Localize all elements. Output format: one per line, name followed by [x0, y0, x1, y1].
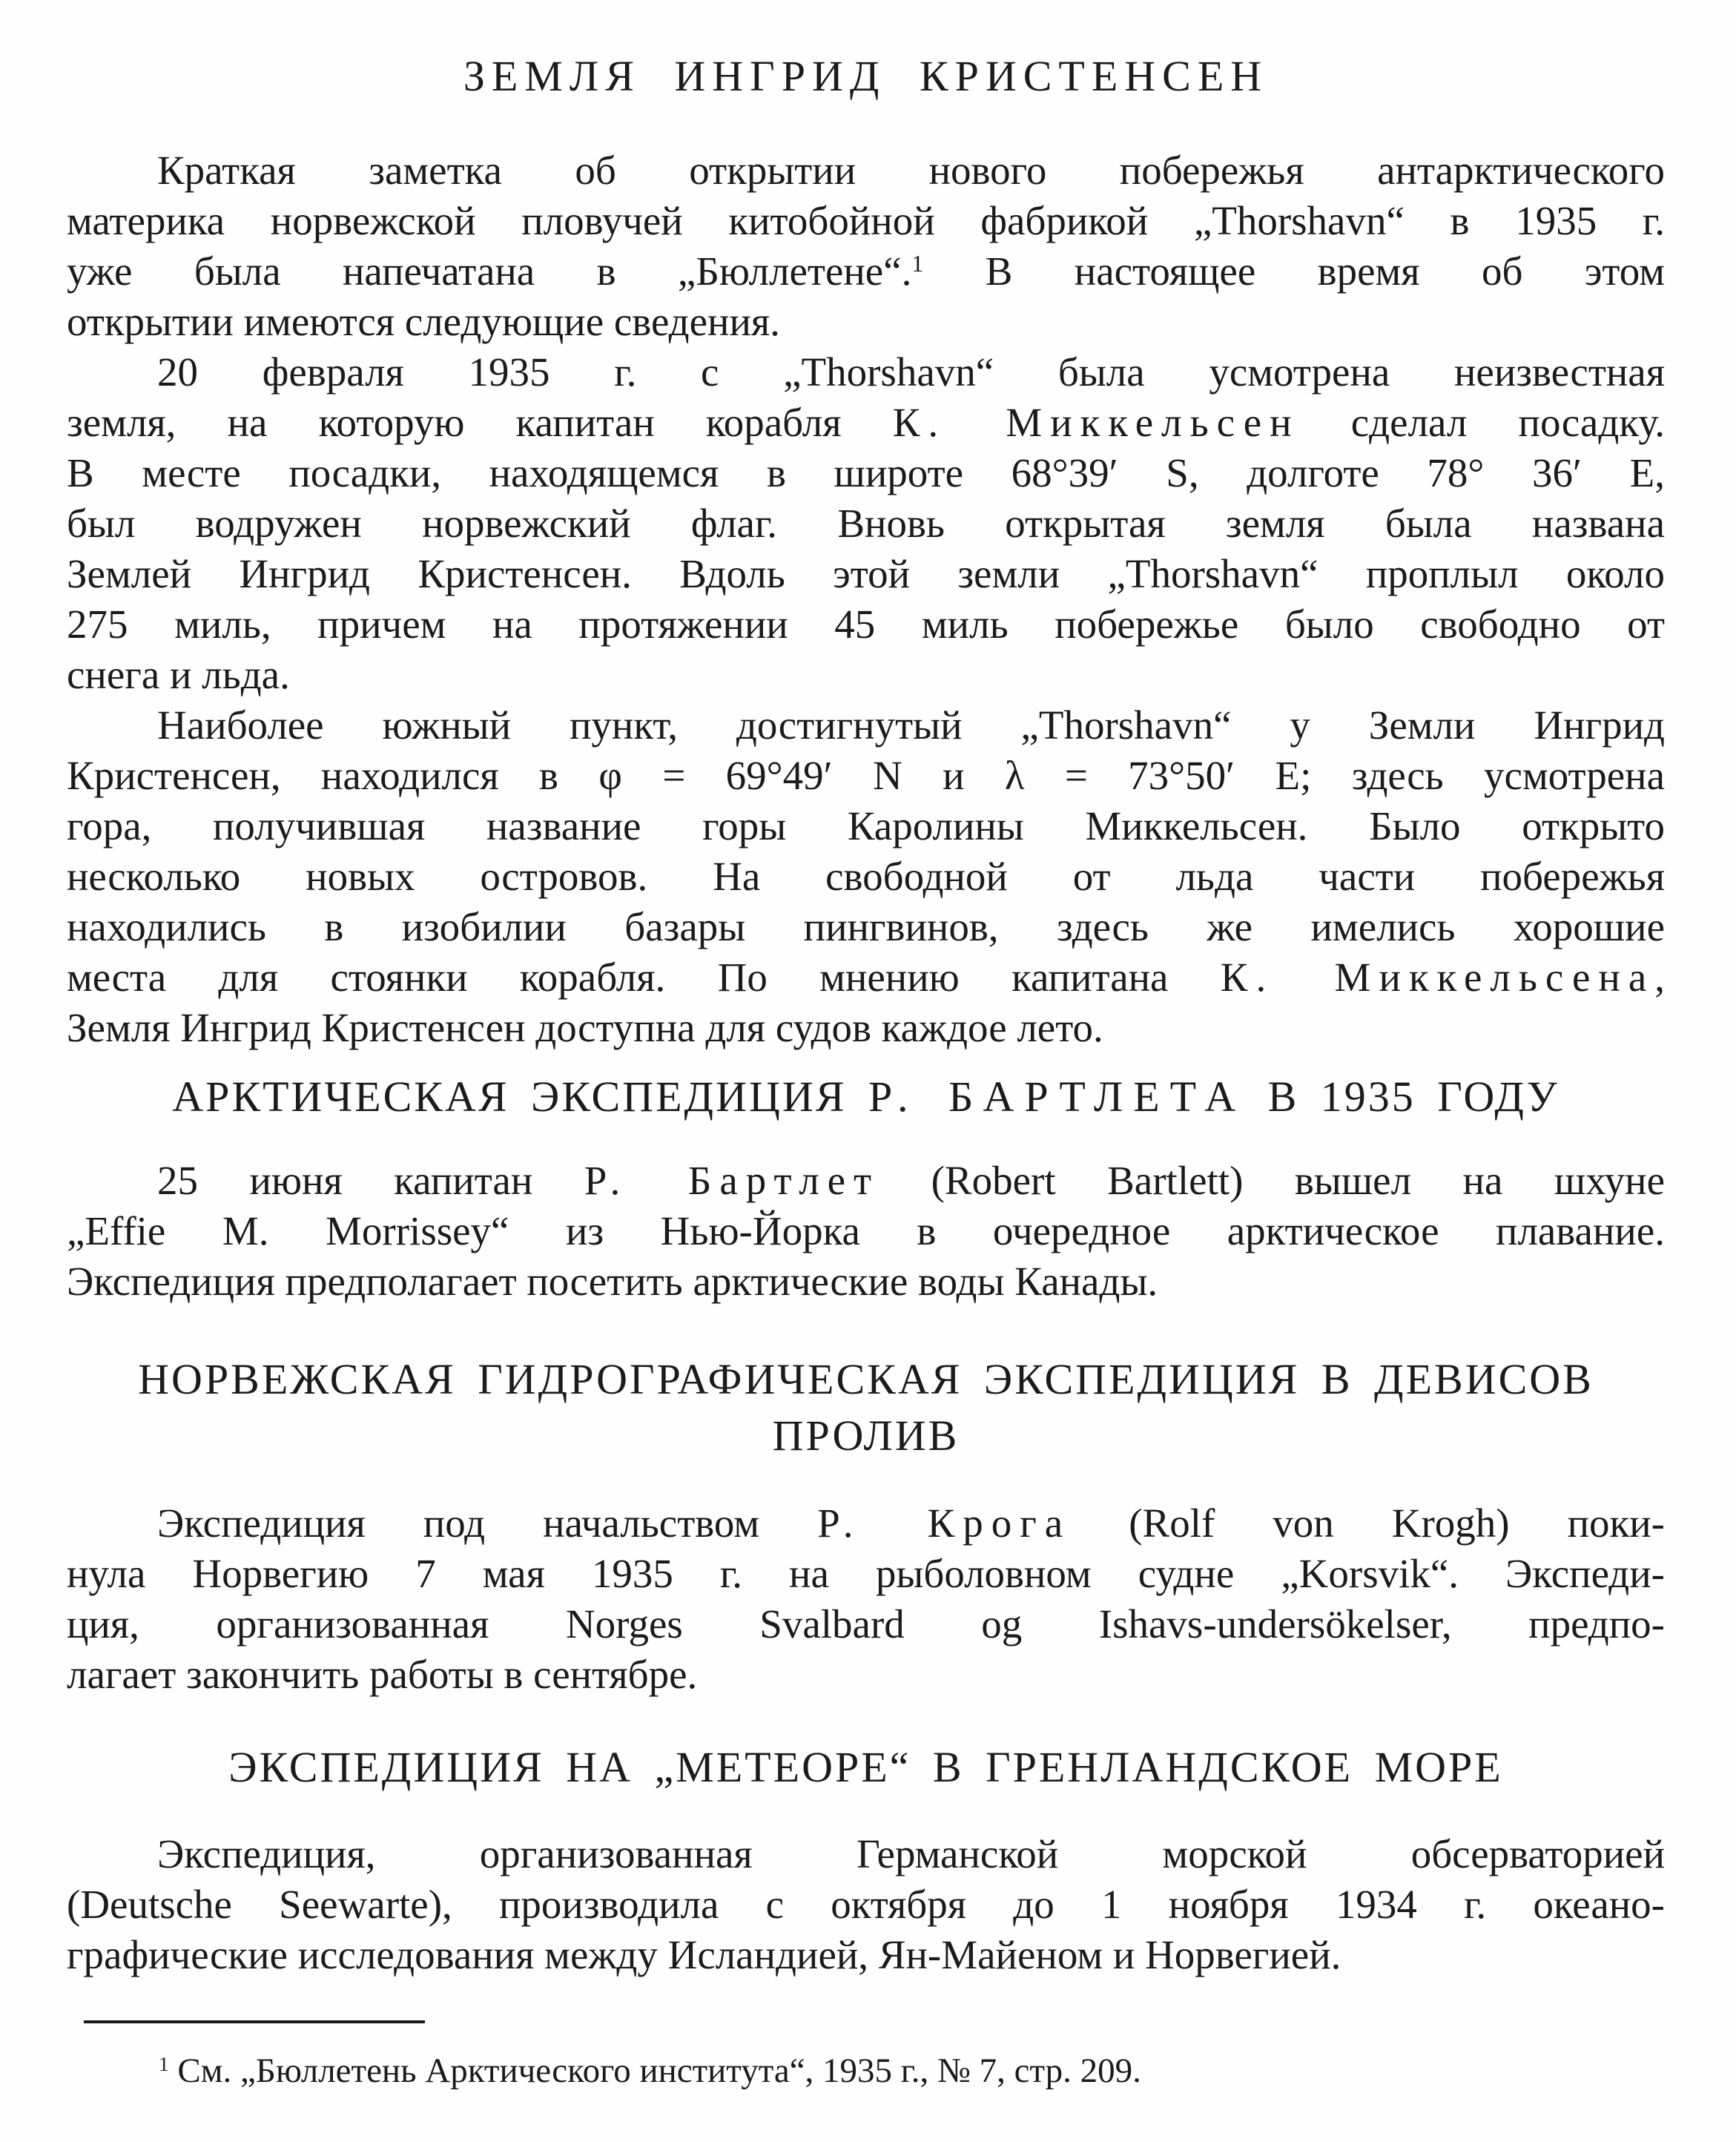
text-segment: места для стоянки корабля. По мнению капитана	[67, 955, 1221, 1000]
text-line: находились в изобилии базары пингвинов, здесь же имелись хорошие	[67, 904, 1665, 949]
text-line: 275 миль, причем на протяжении 45 миль побережье было свободно от	[67, 602, 1665, 647]
heading-line: ПРОЛИВ	[772, 1411, 960, 1460]
heading-line: НОРВЕЖСКАЯ ГИДРОГРАФИЧЕСКАЯ ЭКСПЕДИЦИЯ В ДЕВИСОВ	[138, 1355, 1594, 1403]
heading-segment: АРКТИЧЕСКАЯ ЭКСПЕДИЦИЯ	[172, 1072, 868, 1121]
article-title-ingrid-christensen-land: ЗЕМЛЯ ИНГРИД КРИСТЕНСЕН	[463, 52, 1269, 100]
paragraph-6	[67, 1829, 1665, 1980]
person-name-bartlett: Р. Бартлет	[584, 1158, 880, 1203]
text-segment: (Robert Bartlett) вышел на шхуне	[879, 1158, 1665, 1203]
text-line	[67, 1156, 1665, 1206]
text-line: В месте посадки, находящемся в широте 68°39′ S, долготе 78° 36′ E,	[67, 450, 1665, 495]
footnote-separator	[84, 2020, 425, 2023]
text-line	[67, 952, 1665, 1003]
paragraph-3	[67, 700, 1665, 1053]
text-line: графические исследования между Исландией, Ян-Майеном и Норвегией.	[67, 1932, 1341, 1977]
text-line: нула Норвегию 7 мая 1935 г. на рыболовном судне „Korsvik“. Экспеди-	[67, 1551, 1665, 1596]
paragraph-4	[67, 1156, 1665, 1307]
footnote-marker: 1	[159, 2053, 169, 2076]
text-line: Экспедиция, организованная Германской морской обсерваторией	[157, 1831, 1665, 1876]
text-line: снега и льда.	[67, 652, 290, 697]
text-line: 20 февраля 1935 г. с „Thorshavn“ была усмотрена неизвестная	[157, 349, 1665, 395]
text-segment: Экспедиция под начальством	[157, 1500, 818, 1546]
text-segment: В настоящее время об этом	[923, 248, 1666, 294]
text-line: ция, организованная Norges Svalbard og Ishavs-undersökelser, предпо-	[67, 1601, 1665, 1647]
footnote-text: См. „Бюллетень Арктического института“, 1935 г., № 7, стр. 209.	[168, 2052, 1141, 2090]
section-heading-bartlett-expedition	[67, 1071, 1665, 1123]
paragraph-1	[67, 145, 1665, 347]
footnote-reference-mark: 1	[911, 251, 924, 277]
person-name-bartlett: Р. БАРТЛЕТА	[868, 1072, 1247, 1121]
text-line	[67, 1498, 1665, 1549]
section-heading-norwegian-hydrographic-expedition	[67, 1351, 1665, 1464]
text-line: (Deutsche Seewarte), производила с октября до 1 ноября 1934 г. океано-	[67, 1882, 1665, 1927]
person-name-krogh: Р. Крога	[817, 1500, 1072, 1546]
text-line: лагает закончить работы в сентябре.	[67, 1652, 698, 1697]
text-segment: земля, на которую капитан корабля	[67, 400, 893, 445]
text-line: Земля Ингрид Кристенсен доступна для судов каждое лето.	[67, 1005, 1103, 1050]
text-line: несколько новых островов. На свободной от льда части побережья	[67, 854, 1665, 899]
text-line: Краткая заметка об открытии нового побережья антарктического	[157, 148, 1665, 193]
text-line: „Effie M. Morrissey“ из Нью-Йорка в очередное арктическое плавание.	[67, 1208, 1665, 1253]
text-segment: (Rolf von Krogh) поки-	[1071, 1500, 1665, 1546]
section-heading-meteor-expedition: ЭКСПЕДИЦИЯ НА „МЕТЕОРЕ“ В ГРЕНЛАНДСКОЕ МОРЕ	[228, 1743, 1503, 1791]
text-segment: 25 июня капитан	[157, 1158, 584, 1203]
text-line	[67, 398, 1665, 448]
person-name-mikkelsen: К. Миккельсен	[892, 400, 1300, 445]
text-line: был водружен норвежский флаг. Вновь открытая земля была названа	[67, 501, 1665, 546]
text-line: материка норвежской пловучей китобойной фабрикой „Thorshavn“ в 1935 г.	[67, 198, 1665, 243]
text-line: Землей Ингрид Кристенсен. Вдоль этой земли „Thorshavn“ проплыл около	[67, 551, 1665, 596]
person-name-mikkelsen: К. Миккельсена	[1220, 955, 1655, 1000]
text-line: гора, получившая название горы Каролины Миккельсен. Было открыто	[67, 803, 1665, 848]
text-segment: ,	[1654, 955, 1665, 1000]
paragraph-5	[67, 1498, 1665, 1700]
text-line: Кристенсен, находился в φ = 69°49′ N и λ = 73°50′ E; здесь усмотрена	[67, 753, 1665, 798]
heading-segment: В 1935 ГОДУ	[1246, 1072, 1560, 1121]
footnote	[67, 2049, 1665, 2093]
text-segment: уже была напечатана в „Бюллетене“.	[67, 248, 912, 294]
text-segment: сделал посадку.	[1299, 400, 1665, 445]
text-line: открытии имеются следующие сведения.	[67, 299, 780, 344]
text-line: Экспедиция предполагает посетить арктические воды Канады.	[67, 1259, 1158, 1304]
paragraph-2	[67, 347, 1665, 700]
text-line: Наиболее южный пункт, достигнутый „Thorshavn“ у Земли Ингрид	[157, 702, 1665, 748]
text-line	[67, 246, 1665, 297]
